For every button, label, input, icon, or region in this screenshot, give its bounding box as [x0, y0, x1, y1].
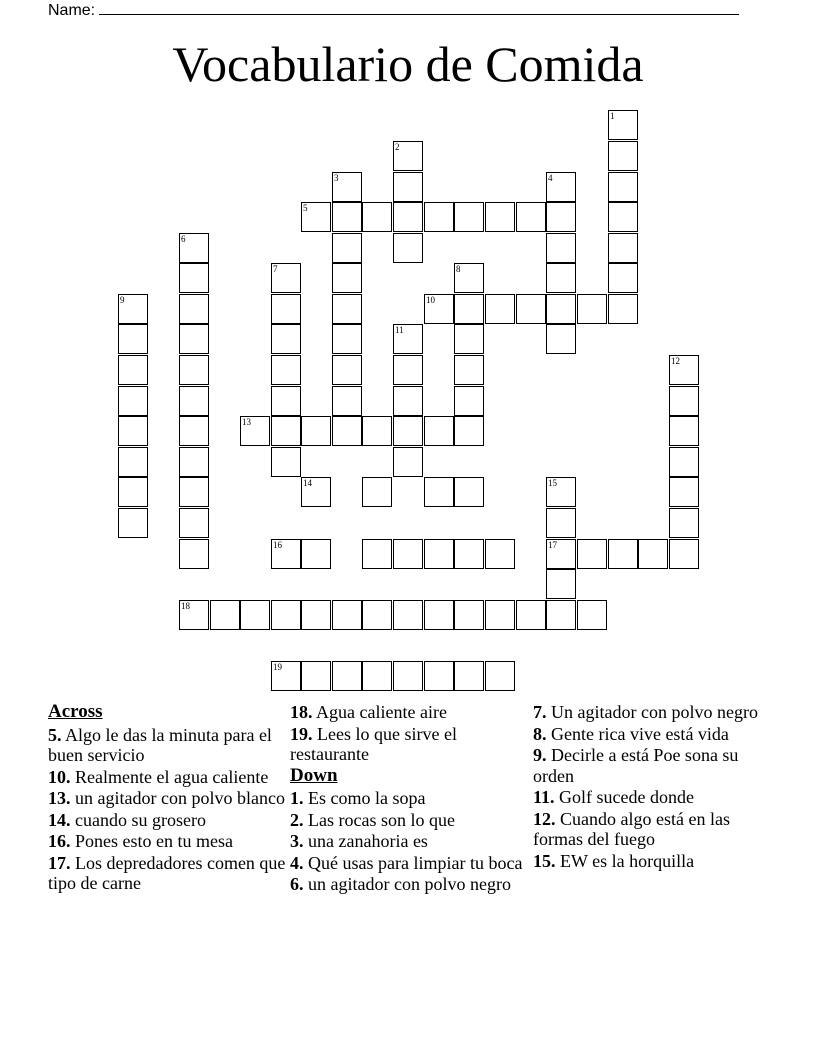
clue-number: 11: [395, 325, 404, 335]
grid-cell[interactable]: [669, 539, 699, 569]
grid-cell[interactable]: [118, 386, 148, 416]
clue-number: 12: [671, 356, 680, 366]
grid-cell[interactable]: [424, 539, 454, 569]
grid-cell[interactable]: [332, 263, 362, 293]
clue-item-text: Cuando algo está en las formas del fuego: [533, 808, 730, 849]
grid-cell[interactable]: [179, 508, 209, 538]
grid-cell[interactable]: [271, 324, 301, 354]
clue-item-number: 10.: [48, 766, 71, 787]
grid-cell[interactable]: [118, 477, 148, 507]
grid-cell[interactable]: [393, 416, 423, 446]
grid-cell[interactable]: [485, 661, 515, 691]
grid-cell[interactable]: [669, 416, 699, 446]
grid-cell[interactable]: [393, 202, 423, 232]
grid-cell[interactable]: [669, 508, 699, 538]
grid-cell[interactable]: [485, 202, 515, 232]
grid-cell[interactable]: [454, 294, 484, 324]
grid-cell[interactable]: [332, 661, 362, 691]
grid-cell[interactable]: [179, 447, 209, 477]
grid-cell[interactable]: [118, 324, 148, 354]
clue-item-text: Es como la sopa: [303, 788, 426, 808]
clue-item-number: 12.: [533, 808, 556, 829]
grid-cell[interactable]: [485, 294, 515, 324]
grid-cell[interactable]: [608, 263, 638, 293]
grid-cell[interactable]: [179, 294, 209, 324]
clue-item-number: 6.: [290, 874, 304, 894]
clue-item-text: Decirle a está Poe sona su orden: [533, 745, 739, 786]
grid-cell[interactable]: [424, 477, 454, 507]
grid-cell[interactable]: [301, 416, 331, 446]
grid-cell[interactable]: [118, 355, 148, 385]
grid-cell[interactable]: [301, 539, 331, 569]
clue-item-number: 9.: [533, 745, 547, 765]
clue-item-text: Gente rica vive está vida: [546, 723, 729, 744]
clue-item-number: 11.: [533, 787, 555, 807]
clue-item-number: 17.: [48, 852, 71, 873]
clue-number: 16: [273, 540, 282, 550]
grid-cell[interactable]: [577, 539, 607, 569]
grid-cell[interactable]: [301, 600, 331, 630]
grid-cell[interactable]: [393, 355, 423, 385]
grid-cell[interactable]: [332, 416, 362, 446]
clue-item: [533, 702, 773, 723]
clue-item: [290, 810, 530, 831]
grid-cell[interactable]: [393, 172, 423, 202]
clues-column-3: [533, 702, 773, 872]
grid-cell[interactable]: [546, 508, 576, 538]
grid-cell[interactable]: [179, 416, 209, 446]
grid-cell[interactable]: [179, 263, 209, 293]
clue-item-text: Algo le das la minuta para el buen servicio: [48, 724, 272, 765]
clue-item-text: Qué usas para limpiar tu boca: [303, 852, 523, 873]
grid-cell[interactable]: [179, 539, 209, 569]
clue-item: [48, 788, 288, 809]
clue-item-number: 1.: [290, 788, 304, 808]
clue-number: 14: [303, 478, 312, 488]
grid-cell[interactable]: [118, 416, 148, 446]
grid-cell[interactable]: [332, 600, 362, 630]
clue-item: [533, 851, 773, 872]
clue-item-number: 16.: [48, 831, 71, 851]
grid-cell[interactable]: [362, 661, 392, 691]
clue-item-text: un agitador con polvo negro: [303, 874, 511, 894]
grid-cell[interactable]: [118, 447, 148, 477]
grid-cell[interactable]: [271, 386, 301, 416]
grid-cell[interactable]: [454, 355, 484, 385]
clue-item: [48, 725, 288, 766]
clue-item-text: Agua caliente aire: [312, 702, 447, 722]
grid-cell[interactable]: [454, 539, 484, 569]
clue-item-text: Las rocas son lo que: [303, 809, 455, 830]
clue-item-number: 13.: [48, 788, 71, 808]
clue-item-number: 8.: [533, 723, 547, 744]
grid-cell[interactable]: [454, 477, 484, 507]
clue-item: [290, 831, 530, 852]
clues-column-1: [48, 702, 288, 895]
grid-cell[interactable]: [577, 294, 607, 324]
grid-cell[interactable]: [424, 202, 454, 232]
clue-item: [533, 787, 773, 808]
clue-item-text: Un agitador con polvo negro: [546, 702, 758, 722]
clue-number: 17: [548, 540, 557, 550]
clue-item: [290, 853, 530, 874]
clue-item-number: 3.: [290, 831, 304, 851]
grid-cell[interactable]: [454, 416, 484, 446]
grid-cell[interactable]: [393, 539, 423, 569]
clue-number: 15: [548, 478, 557, 488]
grid-cell[interactable]: [454, 202, 484, 232]
grid-cell[interactable]: [485, 539, 515, 569]
grid-cell[interactable]: [271, 355, 301, 385]
grid-cell[interactable]: [546, 324, 576, 354]
grid-cell[interactable]: [393, 447, 423, 477]
grid-cell[interactable]: [393, 386, 423, 416]
grid-cell[interactable]: [362, 600, 392, 630]
clue-item: [533, 809, 773, 850]
grid-cell[interactable]: [271, 294, 301, 324]
grid-cell[interactable]: [271, 416, 301, 446]
grid-cell[interactable]: [546, 233, 576, 263]
grid-cell[interactable]: [516, 600, 546, 630]
grid-cell[interactable]: [179, 324, 209, 354]
grid-cell[interactable]: [454, 661, 484, 691]
clue-number: 7: [273, 264, 278, 274]
grid-cell[interactable]: [362, 416, 392, 446]
clue-item-number: 4.: [290, 852, 304, 873]
down-header: Down: [290, 764, 338, 786]
clue-item-number: 19.: [290, 723, 313, 744]
grid-cell[interactable]: [424, 661, 454, 691]
clues-column-2: [290, 702, 530, 896]
grid-cell[interactable]: [332, 202, 362, 232]
grid-cell[interactable]: [393, 233, 423, 263]
clue-item-number: 7.: [533, 702, 547, 722]
grid-cell[interactable]: [362, 477, 392, 507]
grid-cell[interactable]: [332, 355, 362, 385]
grid-cell[interactable]: [669, 477, 699, 507]
grid-cell[interactable]: [210, 600, 240, 630]
grid-cell[interactable]: [362, 539, 392, 569]
clue-item-number: 14.: [48, 809, 71, 830]
grid-cell[interactable]: [271, 447, 301, 477]
grid-cell[interactable]: [669, 447, 699, 477]
clue-number: 10: [426, 295, 435, 305]
grid-cell[interactable]: [393, 600, 423, 630]
grid-cell[interactable]: [608, 294, 638, 324]
clue-item-text: Los depredadores comen que tipo de carne: [48, 852, 286, 893]
grid-cell[interactable]: [516, 294, 546, 324]
clue-item-text: un agitador con polvo blanco: [70, 788, 285, 808]
grid-cell[interactable]: [424, 600, 454, 630]
grid-cell[interactable]: [546, 263, 576, 293]
grid-cell[interactable]: [608, 141, 638, 171]
clue-item-text: EW es la horquilla: [555, 850, 695, 871]
grid-cell[interactable]: [301, 661, 331, 691]
grid-cell[interactable]: [516, 202, 546, 232]
grid-cell[interactable]: [240, 600, 270, 630]
clue-item-number: 18.: [290, 702, 313, 722]
grid-cell[interactable]: [485, 600, 515, 630]
grid-cell[interactable]: [179, 355, 209, 385]
clue-number: 3: [334, 173, 339, 183]
clue-item-text: cuando su grosero: [70, 809, 206, 830]
clue-item: [290, 724, 530, 765]
grid-cell[interactable]: [546, 600, 576, 630]
grid-cell[interactable]: [424, 416, 454, 446]
clue-item-number: 15.: [533, 850, 556, 871]
clue-item: [48, 853, 288, 894]
grid-cell[interactable]: [118, 508, 148, 538]
grid-cell[interactable]: [608, 539, 638, 569]
clue-item: [290, 874, 530, 895]
grid-cell[interactable]: [179, 386, 209, 416]
grid-cell[interactable]: [362, 202, 392, 232]
clue-number: 2: [395, 142, 400, 152]
grid-cell[interactable]: [332, 324, 362, 354]
page-title: Vocabulario de Comida: [172, 36, 644, 92]
clue-item: [48, 810, 288, 831]
grid-cell[interactable]: [546, 294, 576, 324]
clue-item: [533, 724, 773, 745]
grid-cell[interactable]: [546, 569, 576, 599]
grid-cell[interactable]: [393, 661, 423, 691]
clue-number: 19: [273, 662, 282, 672]
grid-cell[interactable]: [608, 172, 638, 202]
clue-item: [48, 767, 288, 788]
grid-cell[interactable]: [454, 600, 484, 630]
grid-cell[interactable]: [608, 202, 638, 232]
grid-cell[interactable]: [271, 600, 301, 630]
clue-number: 4: [548, 173, 553, 183]
clue-number: 1: [610, 111, 615, 121]
clue-number: 6: [181, 234, 186, 244]
grid-cell[interactable]: [669, 386, 699, 416]
grid-cell[interactable]: [454, 386, 484, 416]
grid-cell[interactable]: [454, 324, 484, 354]
clue-number: 13: [242, 417, 251, 427]
grid-cell[interactable]: [179, 477, 209, 507]
grid-cell[interactable]: [546, 202, 576, 232]
clue-item-number: 5.: [48, 724, 62, 745]
name-label: Name:: [48, 2, 96, 19]
clue-number: 5: [303, 203, 308, 213]
clue-item-text: Realmente el agua caliente: [70, 766, 269, 787]
grid-cell[interactable]: [638, 539, 668, 569]
clue-item: [48, 831, 288, 852]
grid-cell[interactable]: [577, 600, 607, 630]
clue-item-text: Golf sucede donde: [554, 787, 694, 807]
clue-item: [290, 702, 530, 723]
clue-item-text: una zanahoria es: [303, 831, 428, 851]
grid-cell[interactable]: [332, 294, 362, 324]
clue-number: 9: [120, 295, 125, 305]
clue-item-text: Lees lo que sirve el restaurante: [290, 723, 457, 764]
grid-cell[interactable]: [332, 386, 362, 416]
grid-cell[interactable]: [608, 233, 638, 263]
clue-item: [533, 745, 773, 786]
clue-item-number: 2.: [290, 809, 304, 830]
clue-number: 18: [181, 601, 190, 611]
clue-item-text: Pones esto en tu mesa: [70, 831, 233, 851]
grid-cell[interactable]: [332, 233, 362, 263]
clue-number: 8: [456, 264, 461, 274]
clue-item: [290, 788, 530, 809]
across-header: Across: [48, 701, 103, 722]
